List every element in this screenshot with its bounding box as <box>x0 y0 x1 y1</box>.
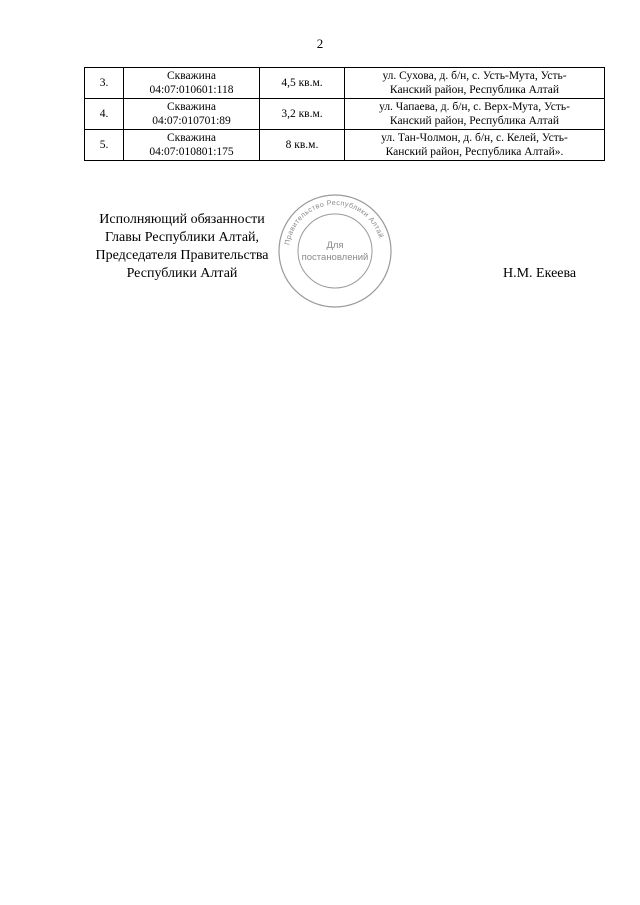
stamp-outer-ring <box>279 195 391 307</box>
object-cell <box>124 99 260 130</box>
stamp-outer-text: Правительство Республики Алтай <box>282 197 386 246</box>
cadastral-number: 04:07:010601:118 <box>149 84 234 96</box>
signer-title-line-2: Главы Республики Алтай, <box>104 230 260 245</box>
table-row <box>85 130 605 161</box>
row-index: 4. <box>85 99 124 130</box>
area-cell: 4,5 кв.м. <box>260 68 345 99</box>
table-row <box>85 68 605 99</box>
signer-name: Н.М. Екеева <box>503 266 577 281</box>
address-cell <box>345 68 605 99</box>
wells-table <box>84 67 605 161</box>
address-line-2: Канский район, Республика Алтай». <box>385 146 564 158</box>
signer-title-line-1: Исполняющий обязанности <box>99 212 265 227</box>
row-index: 5. <box>85 130 124 161</box>
address-line-1: ул. Тан-Чолмон, д. б/н, с. Келей, Усть- <box>381 132 568 144</box>
address-cell <box>345 130 605 161</box>
object-type: Скважина <box>167 101 216 113</box>
address-line-1: ул. Сухова, д. б/н, с. Усть-Мута, Усть- <box>382 70 567 82</box>
table-row <box>85 99 605 130</box>
cadastral-number: 04:07:010701:89 <box>152 115 231 127</box>
area-cell: 3,2 кв.м. <box>260 99 345 130</box>
row-index: 3. <box>85 68 124 99</box>
page-number: 2 <box>316 36 324 51</box>
object-cell <box>124 68 260 99</box>
cadastral-number: 04:07:010801:175 <box>149 146 234 158</box>
object-type: Скважина <box>167 70 216 82</box>
signer-title-line-3: Председателя Правительства <box>95 248 269 263</box>
object-cell <box>124 130 260 161</box>
address-cell <box>345 99 605 130</box>
signer-title <box>86 211 278 283</box>
stamp-inner-text-1: Для <box>326 240 344 251</box>
stamp-seal <box>277 193 393 309</box>
signer-title-line-4: Республики Алтай <box>126 266 238 281</box>
address-line-2: Канский район, Республика Алтай <box>389 115 560 127</box>
address-line-1: ул. Чапаева, д. б/н, с. Верх-Мута, Усть- <box>379 101 570 113</box>
stamp-inner-ring <box>298 214 372 288</box>
object-type: Скважина <box>167 132 216 144</box>
address-line-2: Канский район, Республика Алтай <box>389 84 560 96</box>
area-cell: 8 кв.м. <box>260 130 345 161</box>
stamp-inner-text-2: постановлений <box>301 252 369 263</box>
